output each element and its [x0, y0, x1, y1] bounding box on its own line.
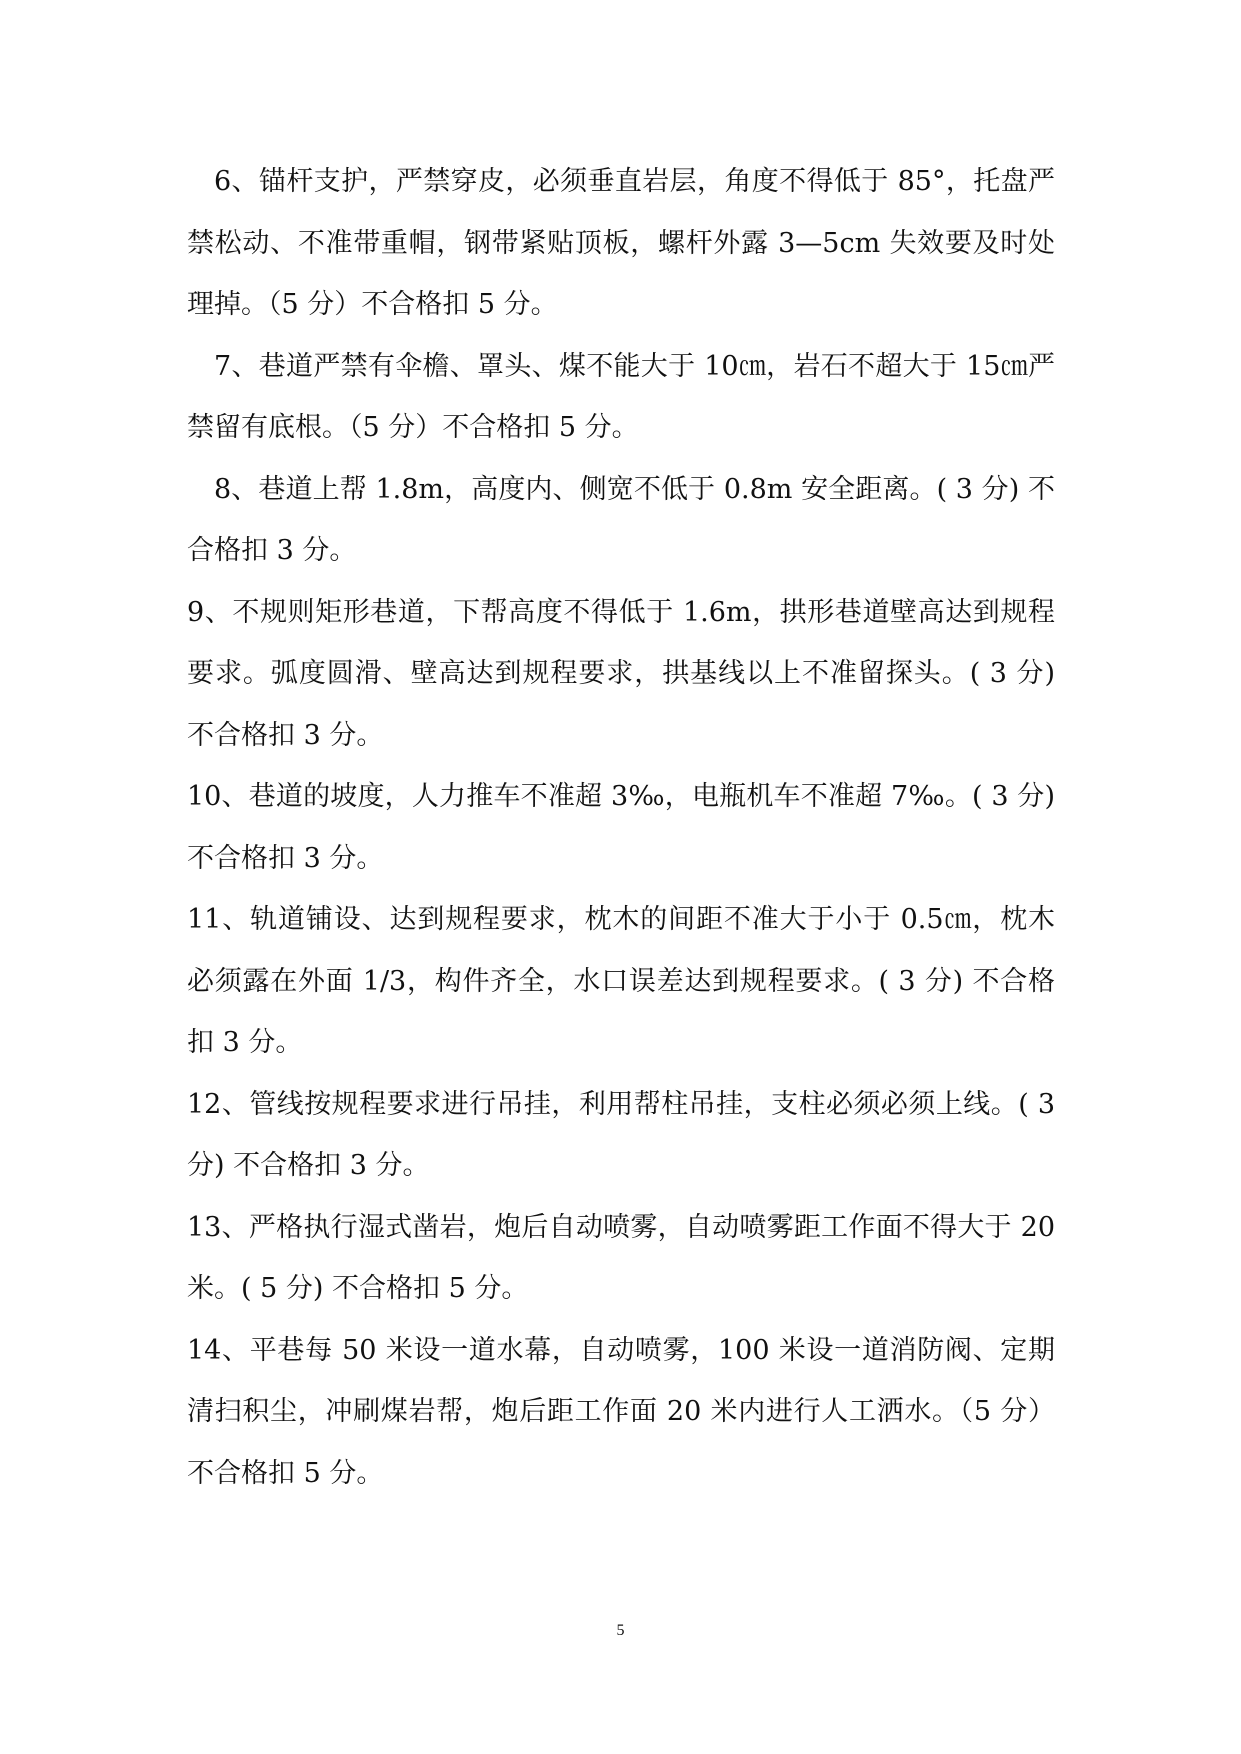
page-number: 5: [616, 1622, 625, 1639]
paragraph-item-8: 8、巷道上帮 1.8m，高度内、侧宽不低于 0.8m 安全距离。( 3 分) 不合格扣 3 分。: [187, 473, 1055, 566]
paragraph-item-7: 7、巷道严禁有伞檐、罩头、煤不能大于 10㎝，岩石不超大于 15㎝严禁留有底根。（5 分）不合格扣 5 分。: [187, 350, 1055, 443]
paragraph-item-9: 9、不规则矩形巷道，下帮高度不得低于 1.6m，拱形巷道壁高达到规程要求。弧度圆滑、壁高达到规程要求，拱基线以上不准留探头。( 3 分) 不合格扣 3 分。: [187, 596, 1055, 751]
paragraph-item-14: 14、平巷每 50 米设一道水幕，自动喷雾，100 米设一道消防阀、定期清扫积尘，冲刷煤岩帮，炮后距工作面 20 米内进行人工洒水。（5 分）不合格扣 5 分。: [187, 1334, 1055, 1489]
paragraph-item-10: 10、巷道的坡度，人力推车不准超 3‰，电瓶机车不准超 7‰。( 3 分) 不合格扣 3 分。: [187, 781, 1055, 874]
document-body: [187, 151, 1055, 1504]
paragraph-item-13: 13、严格执行湿式凿岩，炮后自动喷雾，自动喷雾距工作面不得大于 20 米。( 5 分) 不合格扣 5 分。: [187, 1211, 1055, 1304]
paragraph-item-6: 6、锚杆支护，严禁穿皮，必须垂直岩层，角度不得低于 85°，托盘严禁松动、不准带重帽，钢带紧贴顶板，螺杆外露 3—5cm 失效要及时处理掉。（5 分）不合格扣 5 分。: [187, 166, 1055, 320]
paragraph-item-11: 11、轨道铺设、达到规程要求，枕木的间距不准大于小于 0.5㎝，枕木必须露在外面 1/3，构件齐全，水口误差达到规程要求。( 3 分) 不合格扣 3 分。: [187, 904, 1055, 1058]
paragraph-item-12: 12、管线按规程要求进行吊挂，利用帮柱吊挂，支柱必须必须上线。( 3 分) 不合格扣 3 分。: [187, 1088, 1055, 1181]
